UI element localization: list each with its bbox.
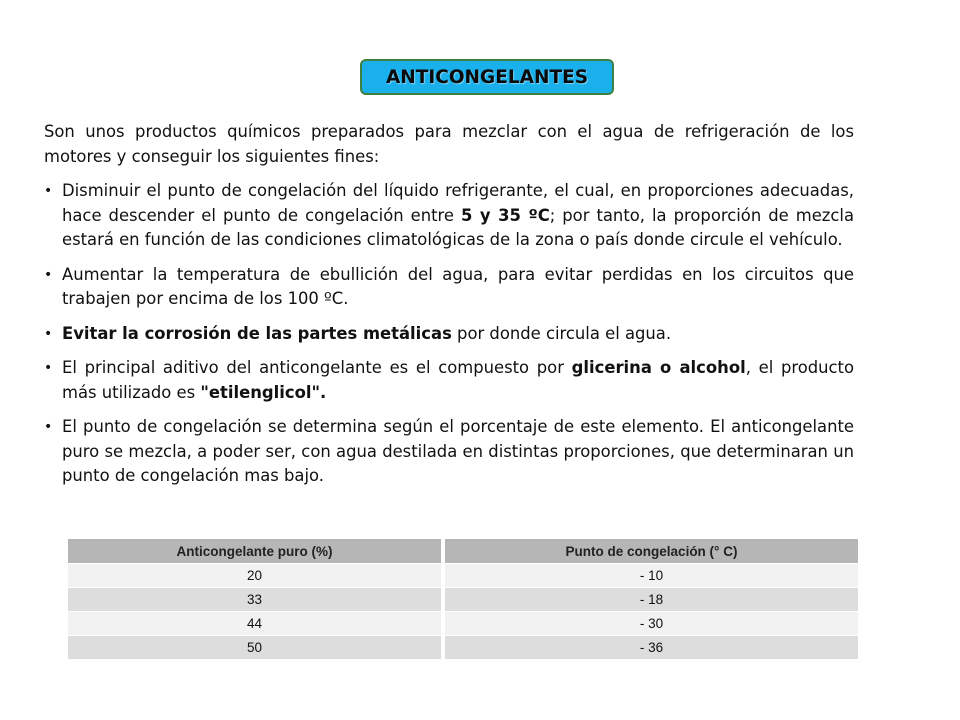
list-item	[44, 356, 854, 405]
table-row	[68, 612, 858, 636]
table-cell: - 10	[443, 564, 858, 588]
bullet-bold-text: glicerina o alcohol	[571, 358, 746, 377]
column-header-antifreeze: Anticongelante puro (%)	[68, 539, 443, 564]
bullet-text: ; por tanto, la proporción de mezcla estará en función de las condiciones climatológicas de la zona o país donde circule el vehículo.	[62, 205, 855, 249]
list-item	[44, 415, 854, 489]
list-item	[44, 322, 854, 347]
column-header-freezing-point: Punto de congelación (° C)	[443, 539, 858, 564]
bullet-icon: •	[44, 325, 53, 342]
bullet-text: El punto de congelación se determina según el porcentaje de este elemento. El anticongelante puro se mezcla, a poder ser, con agua destilada en distintas proporciones, que determinaran un punto de congelación mas bajo.	[62, 417, 854, 485]
intro-paragraph: Son unos productos químicos preparados para mezclar con el agua de refrigeración de los motores y conseguir los siguientes fines:	[44, 122, 854, 166]
freezing-point-table	[68, 539, 858, 660]
bullet-icon: •	[44, 183, 53, 199]
bullet-text: El principal aditivo del anticongelante es el compuesto por	[62, 358, 572, 377]
table-cell: 44	[68, 612, 443, 636]
main-content	[44, 120, 854, 499]
list-item	[44, 263, 854, 312]
bullet-icon: •	[44, 360, 53, 376]
page-title: ANTICONGELANTES	[385, 66, 589, 88]
bullet-text: , el producto más utilizado es	[62, 358, 855, 402]
bullet-text: por donde circula el agua.	[451, 323, 672, 343]
list-item	[44, 179, 854, 253]
table-row	[68, 636, 858, 660]
table-cell: - 36	[443, 636, 858, 660]
bullet-text: Disminuir el punto de congelación del líquido refrigerante, el cual, en proporciones adecuadas, hace descender el punto de congelación entre	[62, 181, 854, 225]
bullet-icon: •	[44, 266, 53, 283]
bullet-bold-text: 5 y 35 ºC	[461, 205, 550, 225]
table-row	[68, 564, 858, 588]
table-cell: 33	[68, 588, 443, 612]
table-header-row	[68, 539, 858, 564]
bullet-icon: •	[44, 419, 53, 435]
table-cell: - 18	[443, 588, 858, 612]
bullet-text: Aumentar la temperatura de ebullición del agua, para evitar perdidas en los circuitos que trabajen por encima de los 100 ºC.	[62, 264, 854, 308]
bullet-list	[44, 179, 854, 489]
bullet-bold-text: "etilenglicol".	[200, 382, 327, 402]
title-banner	[360, 59, 614, 95]
freezing-point-table-container	[68, 539, 858, 660]
table-row	[68, 588, 858, 612]
table-cell: - 30	[443, 612, 858, 636]
table-cell: 50	[68, 636, 443, 660]
table-cell: 20	[68, 564, 443, 588]
bullet-bold-text: Evitar la corrosión de las partes metálicas	[62, 323, 452, 343]
